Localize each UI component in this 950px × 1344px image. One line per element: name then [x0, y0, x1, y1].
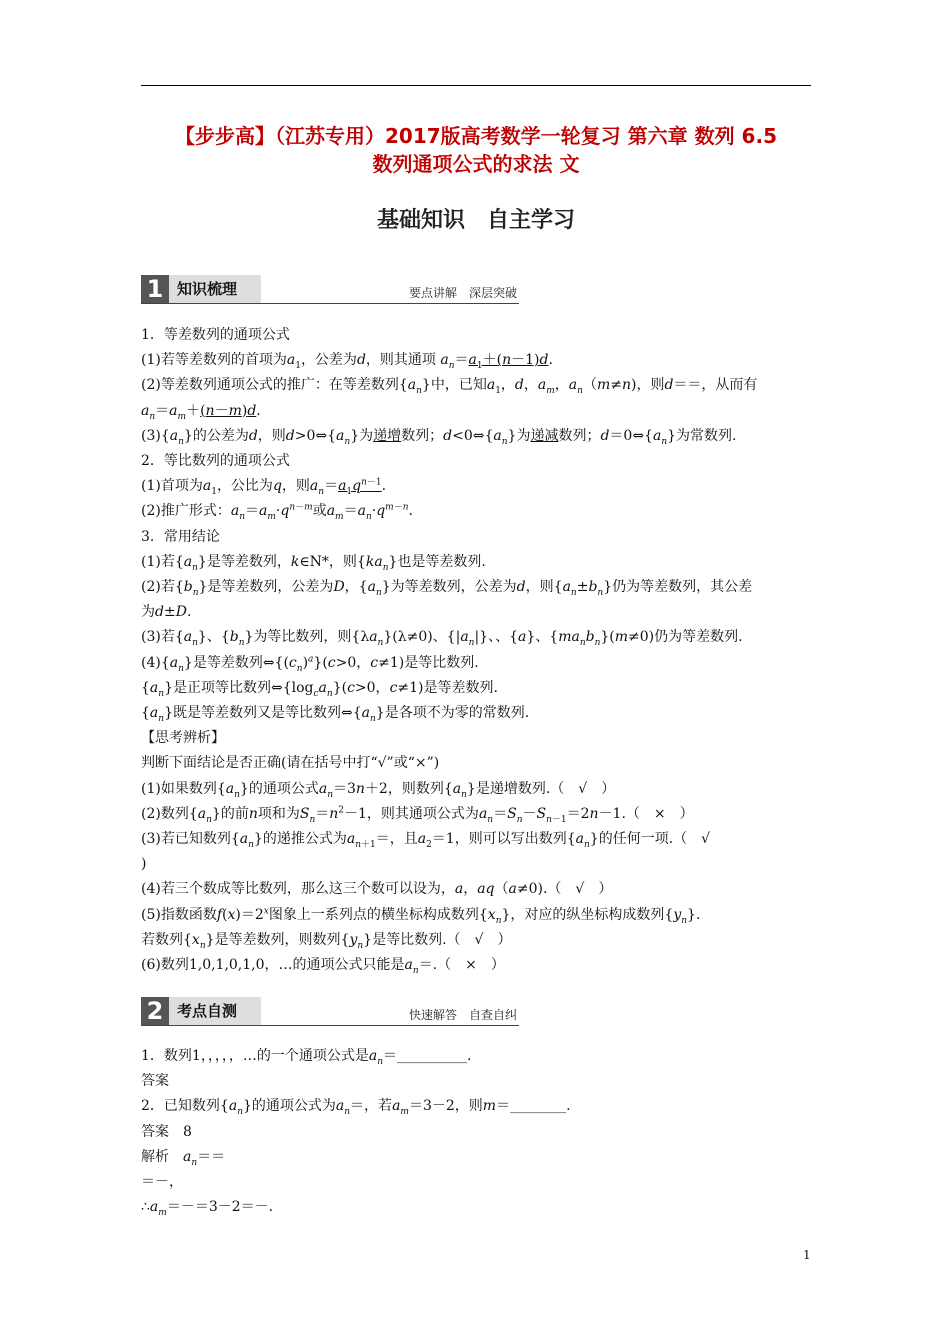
- text-line: $\{a_n\}$是正项等比数列$\Leftrightarrow\{\log_ca_n\}(c>0$，c≠1)是等差数列.: [141, 679, 498, 699]
- judge-item: (3)若已知数列$\{a_n\}$的递推公式为$a_{n+1}=$，且$a_2=1$，则可以写出数列$\{a_n\}$的任何一项.（ √: [141, 831, 711, 850]
- section-side-note: 要点讲解 深层突破: [408, 286, 517, 300]
- analysis-line: $\therefore a_m=-=3-2=-$.: [141, 1199, 274, 1219]
- heading-geometric: 2．等比数列的通项公式: [141, 453, 290, 470]
- heading-conclusions: 3．常用结论: [141, 528, 220, 545]
- text-line: (1)若$\{a_n\}$是等差数列，k∈N*，则$\{ka_n\}$也是等差数列.: [141, 553, 486, 573]
- heading-arithmetic: 1．等差数列的通项公式: [141, 327, 290, 343]
- text-line: (2)若$\{b_n\}$是等差数列，公差为D，$\{a_n\}$为等差数列，公差为d，则$\{a_n\pm b_n\}$仍为等差数列，其公差: [141, 579, 753, 598]
- text-line: (2)等差数列通项公式的推广：在等差数列$\{a_n\}$中，已知$a_1$，d，$a_m$，$a_n(m\ne n)$，则d＝＝，从而有: [141, 377, 758, 397]
- judge-item: (5)指数函数$f(x)=2^x$图象上一系列点的横坐标构成数列$\{x_n\}$，对应的纵坐标构成数列$\{y_n\}$.: [141, 906, 701, 926]
- answer-2: 答案 8: [141, 1123, 192, 1140]
- section-label: 知识梳理: [169, 275, 261, 303]
- question-2: 2．已知数列$\{a_n\}$的通项公式为$a_n=$，若$a_m=3-2$，则m＝________.: [141, 1098, 571, 1118]
- section-subtitle: 基础知识 自主学习: [376, 208, 575, 233]
- text-line: (2)推广形式：$a_n=a_m\cdot q^{n-m}$或$a_m=a_n\cdot q^{m-n}$.: [141, 502, 413, 523]
- document-title: 【步步高】（江苏专用）2017版高考数学一轮复习 第六章 数列 6.5 数列通项公式的求法 文: [175, 124, 777, 176]
- knowledge-content: [141, 323, 813, 978]
- judge-item: (2)数列$\{a_n\}$的前n项和为$S_n=n^2-1$，则其通项公式为$a_n=S_n-S_{n-1}=2n-1$.（ × ）: [141, 805, 694, 825]
- text-line: (1)首项为$a_1$，公比为q，则$a_n=a_1q^{n-1}$.: [141, 477, 387, 498]
- selftest-content: [141, 1044, 813, 1220]
- section-number: 1: [141, 275, 169, 303]
- question-1: 1．数列1，，，，，…的一个通项公式是$a_n=\_\_\_\_\_\_\_\_\_\_$.: [141, 1048, 472, 1067]
- analysis-line: 解析 $a_n==$: [141, 1148, 226, 1168]
- judge-item: ): [141, 856, 147, 873]
- judge-item: (1)如果数列$\{a_n\}$的通项公式$a_n=3n+2$，则数列$\{a_n\}$是递增数列.（ √ ）: [141, 780, 616, 800]
- text-line: $(3)\{a_n\}$的公差为d，则$d>0\Leftrightarrow\{a_n\}$为递增数列；$d<0\Leftrightarrow\{a_n\}$为递减数列；$d=0\Leftrightarrow\{a_n\}$为常数列.: [141, 427, 737, 447]
- text-line: 为d±D.: [141, 604, 192, 621]
- text-line: (3)若$\{a_n\}$、$\{b_n\}$为等比数列，则$\{\lambda a_n\}(\lambda\ne 0)$、$\{|a_n|\}$、、{a}、$\{ma_nb_n\}(m\ne 0)$仍为等差数列.: [141, 629, 743, 649]
- section-side-note: 快速解答 自查自纠: [408, 1008, 517, 1022]
- section-header-selftest: [141, 997, 519, 1027]
- text-line: $(4)\{a_n\}$是等差数列$\Leftrightarrow\{(c_n)^a\}(c>0$，c≠1)是等比数列.: [141, 653, 479, 674]
- analysis-line: ＝－，: [141, 1174, 183, 1191]
- page-number: 1: [803, 1248, 811, 1262]
- section-header-knowledge: [141, 275, 519, 305]
- think-title: 【思考辨析】: [141, 730, 225, 747]
- text-line: $a_n=a_m+(n-m)d$.: [141, 402, 261, 422]
- answer-label: 答案: [141, 1073, 169, 1090]
- section-label: 考点自测: [169, 997, 261, 1025]
- judge-item: 若数列$\{x_n\}$是等差数列，则数列$\{y_n\}$是等比数列.（ √ ）: [141, 931, 512, 951]
- judge-item: (6)数列1,0,1,0,1,0，…的通项公式只能是$a_n=$.（ × ）: [141, 957, 505, 976]
- text-line: (1)若等差数列的首项为$a_1$，公差为d，则其通项 $a_n=a_1+(n-1)d$.: [141, 352, 553, 371]
- text-line: $\{a_n\}$既是等差数列又是等比数列$\Leftrightarrow\{a_n\}$是各项不为零的常数列.: [141, 705, 530, 724]
- judge-item: (4)若三个数成等比数列，那么这三个数可以设为，a，aq（a≠0).（ √ ）: [141, 881, 613, 898]
- think-intro: 判断下面结论是否正确(请在括号中打“√”或“×”): [141, 755, 440, 772]
- top-rule: [141, 85, 811, 86]
- section-number: 2: [141, 997, 169, 1025]
